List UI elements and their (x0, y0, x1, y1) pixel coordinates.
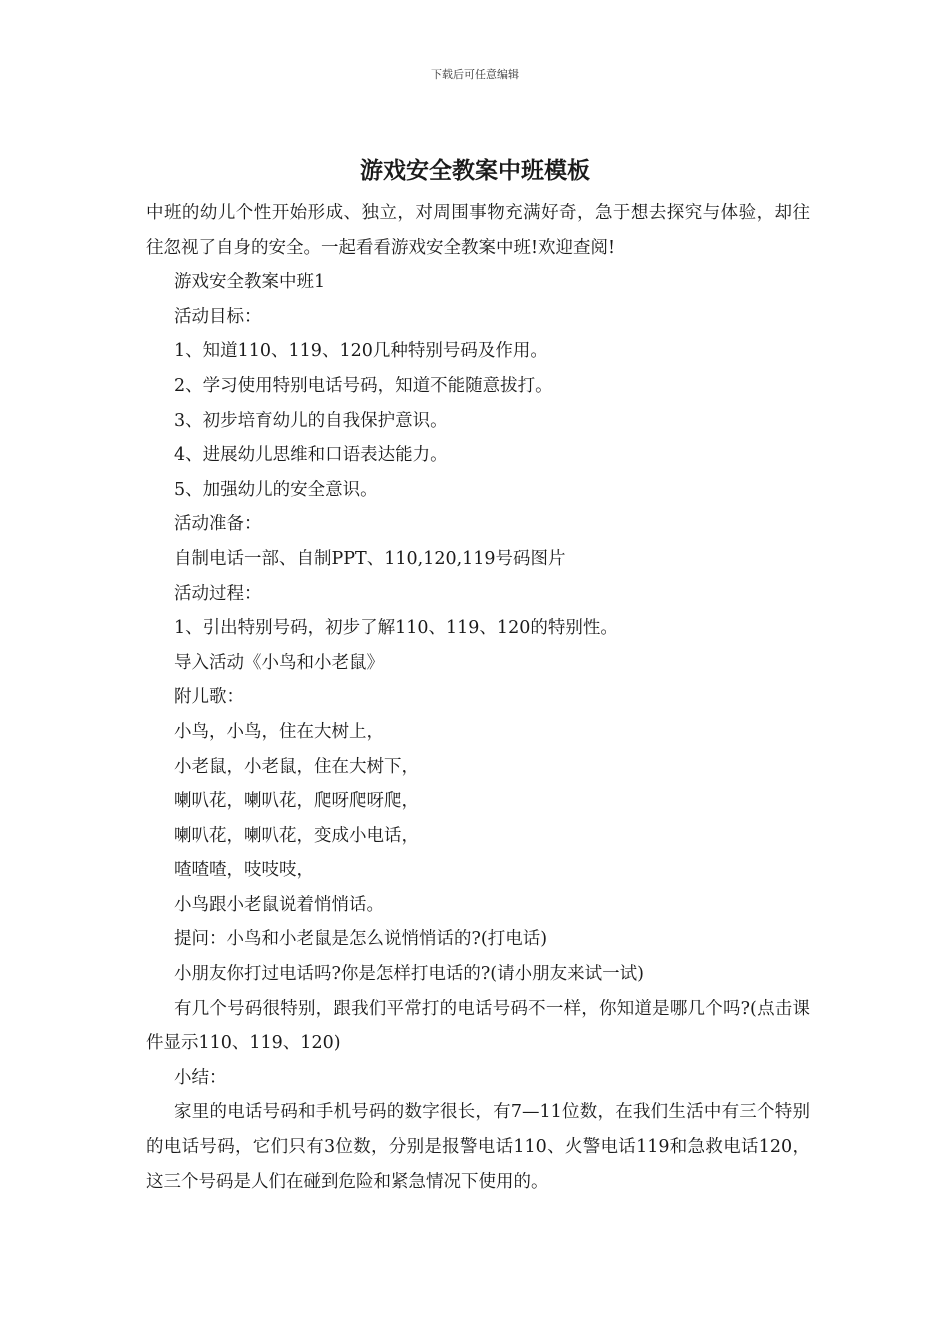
question-text: 提问：小鸟和小老鼠是怎么说悄悄话的?(打电话) (174, 929, 548, 950)
subheading-goals: 活动目标： (174, 306, 262, 327)
goal-item: 3、初步培育幼儿的自我保护意识。 (174, 410, 448, 431)
process-step: 1、引出特别号码，初步了解110、119、120的特别性。 (174, 618, 618, 639)
document-title: 游戏安全教案中班模板 (360, 157, 590, 184)
question-text: 有几个号码很特别，跟我们平常打的电话号码不一样，你知道是哪几个吗?(点击课件显示110、119、120) (146, 998, 810, 1054)
song-heading: 附儿歌： (174, 687, 244, 708)
document-body (146, 196, 810, 1199)
goal-item: 5、加强幼儿的安全意识。 (174, 479, 378, 500)
song-line: 喇叭花，喇叭花，爬呀爬呀爬， (174, 791, 419, 812)
page-header: 下载后可任意编辑 (431, 68, 519, 81)
subheading-process: 活动过程： (174, 583, 262, 604)
goal-item: 4、进展幼儿思维和口语表达能力。 (174, 445, 448, 466)
section-heading: 游戏安全教案中班1 (174, 272, 326, 293)
song-line: 小老鼠，小老鼠，住在大树下， (174, 756, 419, 777)
intro-paragraph: 中班的幼儿个性开始形成、独立，对周围事物充满好奇，急于想去探究与体验，却往往忽视了自身的安全。一起看看游戏安全教案中班!欢迎查阅! (146, 203, 810, 258)
song-line: 喳喳喳，吱吱吱， (174, 860, 314, 881)
summary-text: 家里的电话号码和手机号码的数字很长，有7—11位数，在我们生活中有三个特别的电话号码，它们只有3位数，分别是报警电话110、火警电话119和急救电话120，这三个号码是人们在碰到危险和紧急情况下使用的。 (146, 1102, 810, 1192)
goal-item: 1、知道110、119、120几种特别号码及作用。 (174, 341, 548, 362)
song-line: 小鸟跟小老鼠说着悄悄话。 (174, 894, 384, 915)
song-line: 小鸟，小鸟，住在大树上， (174, 721, 384, 742)
subheading-preparation: 活动准备： (174, 514, 262, 535)
preparation-text: 自制电话一部、自制PPT、110,120,119号码图片 (174, 548, 566, 569)
process-text: 导入活动《小鸟和小老鼠》 (174, 652, 384, 673)
summary-heading: 小结： (174, 1067, 227, 1088)
goal-item: 2、学习使用特别电话号码，知道不能随意拔打。 (174, 375, 553, 396)
question-text: 小朋友你打过电话吗?你是怎样打电话的?(请小朋友来试一试) (174, 964, 644, 985)
song-line: 喇叭花，喇叭花，变成小电话， (174, 825, 419, 846)
